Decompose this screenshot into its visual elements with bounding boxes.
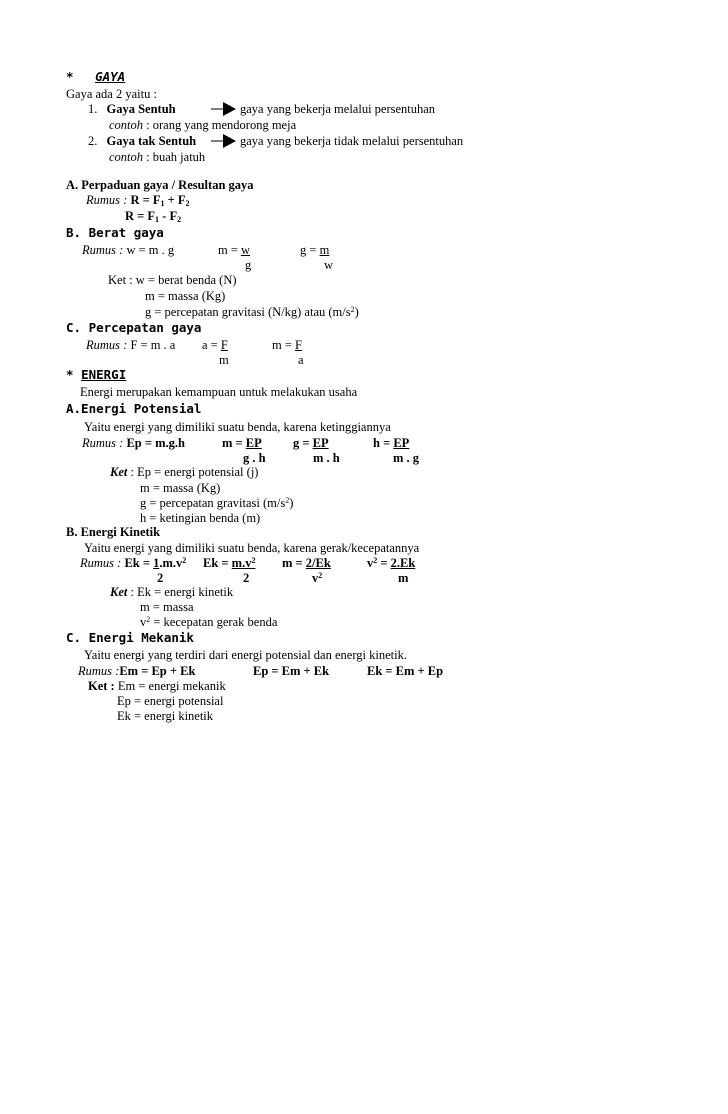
mekanik-formula-3: Ek = Em + Ep (367, 664, 444, 678)
gaya-item-1-example: contoh : orang yang mendorong meja (109, 118, 297, 132)
potensial-formula-3: g = EP (293, 436, 329, 450)
arrow-icon (211, 133, 237, 149)
berat-ket-m: m = massa (Kg) (145, 289, 226, 303)
percepatan-formula-3-den: a (298, 353, 304, 367)
percepatan-heading: C. Percepatan gaya (66, 320, 202, 335)
kinetik-formula-4: $v^2 = 2.Ek$ (367, 556, 416, 570)
resultan-formula-1: Rumus : $R = F_1 + F_2$ (86, 193, 190, 208)
berat-formula-1: Rumus : w = m . g (82, 243, 175, 257)
berat-heading: B. Berat gaya (66, 225, 164, 240)
potensial-ket-m: m = massa (Kg) (140, 481, 221, 495)
gaya-item-2-desc: gaya yang bekerja tidak melalui persentuhan (240, 134, 464, 148)
gaya-item-1: 1. Gaya Sentuh (88, 102, 176, 116)
potensial-formula-4-den: m . g (393, 451, 420, 465)
kinetik-formula-1: Rumus : $Ek = 1.m.v^2$ (80, 556, 187, 570)
mekanik-ket-ek: Ek = energi kinetik (117, 709, 214, 723)
potensial-formula-3-den: m . h (313, 451, 340, 465)
mekanik-ket-ep: Ep = energi potensial (117, 694, 224, 708)
gaya-item-1-desc: gaya yang bekerja melalui persentuhan (240, 102, 436, 116)
potensial-desc: Yaitu energi yang dimiliki suatu benda, karena ketinggiannya (84, 420, 391, 434)
kinetik-ket-v: $v^2$ = kecepatan gerak benda (140, 615, 278, 629)
potensial-ket-g: g = percepatan gravitasi $(m/s^2)$ (140, 496, 294, 510)
berat-ket-g: g = percepatan gravitasi (N/kg) atau $(m/s^2)$ (145, 305, 359, 319)
berat-formula-3-den: w (324, 258, 334, 272)
energi-desc: Energi merupakan kemampuan untuk melakukan usaha (80, 385, 358, 399)
berat-formula-3: g = m (300, 243, 330, 257)
potensial-ket-h: h = ketingian benda (m) (140, 511, 261, 525)
berat-formula-2-den: g (245, 258, 252, 272)
resultan-heading: A. Perpaduan gaya / Resultan gaya (66, 178, 254, 192)
kinetik-formula-3: m = 2/Ek (282, 556, 331, 570)
kinetik-formula-2: $Ek = m.v^2$ (203, 556, 256, 570)
potensial-formula-1: Rumus : Ep = m.g.h (82, 436, 185, 450)
mekanik-formula-1: Rumus :Em = Ep + Ek (78, 664, 196, 678)
potensial-ket-ep: Ket : Ep = energi potensial (j) (110, 465, 259, 479)
mekanik-heading: C. Energi Mekanik (66, 630, 194, 645)
resultan-formula-2: $R = F_1 - F_2$ (125, 209, 182, 224)
energi-heading: * ENERGI (66, 367, 127, 382)
potensial-heading: A.Energi Potensial (66, 401, 202, 416)
kinetik-ket-m: m = massa (140, 600, 194, 614)
percepatan-formula-2: a = F (202, 338, 228, 352)
percepatan-formula-2-den: m (219, 353, 229, 367)
mekanik-formula-2: Ep = Em + Ek (253, 664, 330, 678)
gaya-item-2: 2. Gaya tak Sentuh (88, 134, 197, 148)
mekanik-desc: Yaitu energi yang terdiri dari energi potensial dan energi kinetik. (84, 648, 407, 662)
percepatan-formula-1: Rumus : F = m . a (86, 338, 176, 352)
mekanik-ket-em: Ket : Em = energi mekanik (88, 679, 226, 693)
kinetik-formula-4-den: m (398, 571, 409, 585)
kinetik-heading: B. Energi Kinetik (66, 525, 161, 539)
kinetik-formula-2-den: 2 (243, 571, 250, 585)
arrow-icon (211, 101, 237, 117)
potensial-formula-2-den: g . h (243, 451, 266, 465)
berat-formula-2: m = w (218, 243, 251, 257)
gaya-heading: * GAYA (66, 69, 126, 84)
kinetik-formula-3-den: $v^2$ (312, 571, 323, 585)
potensial-formula-2: m = EP (222, 436, 262, 450)
percepatan-formula-3: m = F (272, 338, 302, 352)
kinetik-ket-ek: Ket : Ek = energi kinetik (110, 585, 234, 599)
potensial-formula-4: h = EP (373, 436, 410, 450)
kinetik-desc: Yaitu energi yang dimiliki suatu benda, karena gerak/kecepatannya (84, 541, 420, 555)
berat-ket-w: Ket : w = berat benda (N) (108, 273, 237, 287)
kinetik-formula-1-den: 2 (157, 571, 164, 585)
gaya-intro: Gaya ada 2 yaitu : (66, 87, 157, 101)
gaya-item-2-example: contoh : buah jatuh (109, 150, 206, 164)
